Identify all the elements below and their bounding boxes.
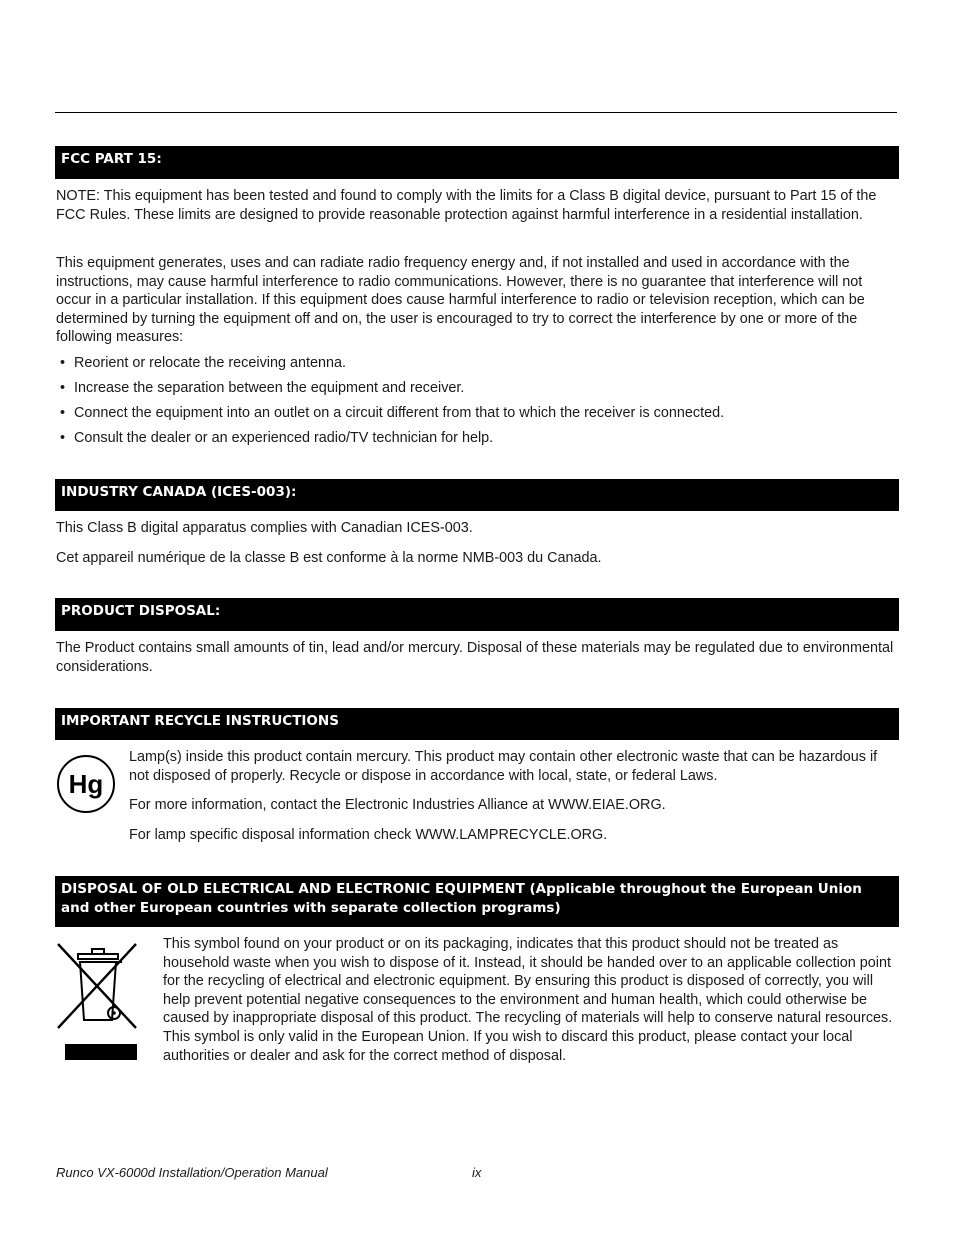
mercury-hg-icon	[57, 755, 115, 813]
weee-paragraph: This symbol found on your product or on its packaging, indicates that this product should not be treated as household waste when you wish to dispose of it. Instead, it should be handed over to an applicable collection point for the recycling of electrical and electronic equipment. By ensuring this product is disposed of correctly, you will help prevent potential negative consequences to the environment and human health, which could otherwise be caused by inappropriate disposal of this product. The recycling of materials will help to conserve natural resources. This symbol is only valid in the European Union. If you wish to discard this product, please contact your local authorities or dealer and ask for the correct method of disposal.	[163, 936, 893, 1064]
bullet-text: Consult the dealer or an experienced radio/TV technician for help.	[74, 430, 494, 446]
recycle-mercury-paragraph: Lamp(s) inside this product contain mercury. This product may contain other electronic waste that can be hazardous if not disposed of properly. Recycle or dispose in accordance with local, state, or federal Laws.	[129, 749, 878, 784]
bullet-text: Reorient or relocate the receiving antenna.	[74, 355, 346, 371]
bullet-marker: •	[60, 430, 66, 446]
hg-symbol-text: Hg	[68, 768, 104, 799]
footer-page-number: ix	[472, 1165, 482, 1180]
canada-section-heading	[55, 479, 899, 511]
bullet-text: Increase the separation between the equipment and receiver.	[74, 380, 465, 396]
weee-heading-text: DISPOSAL OF OLD ELECTRICAL AND ELECTRONIC EQUIPMENT (Applicable throughout the European Union and other European countries with separate collection programs)	[61, 881, 862, 916]
bullet-marker: •	[60, 380, 66, 396]
canada-french-paragraph: Cet appareil numérique de la classe B est conforme à la norme NMB-003 du Canada.	[56, 550, 602, 566]
fcc-note-paragraph: NOTE: This equipment has been tested and found to comply with the limits for a Class B digital device, pursuant to Part 15 of the FCC Rules. These limits are designed to provide reasonable protection against harmful interference in a residential installation.	[56, 188, 877, 223]
crossed-out-wheelie-bin-icon	[56, 940, 144, 1064]
disposal-section-heading	[55, 598, 899, 631]
bullet-text: Connect the equipment into an outlet on a circuit different from that to which the receiver is connected.	[74, 405, 725, 421]
header-rule	[55, 112, 897, 113]
fcc-heading-text: FCC PART 15:	[61, 151, 162, 167]
recycle-section-heading	[55, 708, 899, 740]
recycle-eia-paragraph: For more information, contact the Electronic Industries Alliance at WWW.EIAE.ORG.	[129, 797, 666, 813]
canada-heading-text: INDUSTRY CANADA (ICES-003):	[61, 484, 297, 500]
recycle-lamp-paragraph: For lamp specific disposal information check WWW.LAMPRECYCLE.ORG.	[129, 827, 608, 843]
bullet-marker: •	[60, 355, 66, 371]
canada-english-paragraph: This Class B digital apparatus complies with Canadian ICES-003.	[56, 520, 473, 536]
footer-manual-title: Runco VX-6000d Installation/Operation Manual	[56, 1165, 328, 1180]
weee-section-heading	[55, 876, 899, 927]
recycle-heading-text: IMPORTANT RECYCLE INSTRUCTIONS	[61, 713, 339, 729]
disposal-paragraph: The Product contains small amounts of tin, lead and/or mercury. Disposal of these materials may be regulated due to environmental considerations.	[56, 640, 894, 675]
fcc-section-heading	[55, 146, 899, 179]
disposal-heading-text: PRODUCT DISPOSAL:	[61, 603, 221, 619]
fcc-interference-paragraph: This equipment generates, uses and can radiate radio frequency energy and, if not installed and used in accordance with the instructions, may cause harmful interference to radio communications. However, there is no guarantee that interference will not occur in a particular installation. If this equipment does cause harmful interference to radio or television reception, which can be determined by turning the equipment off and on, the user is encouraged to try to correct the interference by one or more of the following measures:	[56, 255, 865, 346]
bullet-marker: •	[60, 405, 66, 421]
